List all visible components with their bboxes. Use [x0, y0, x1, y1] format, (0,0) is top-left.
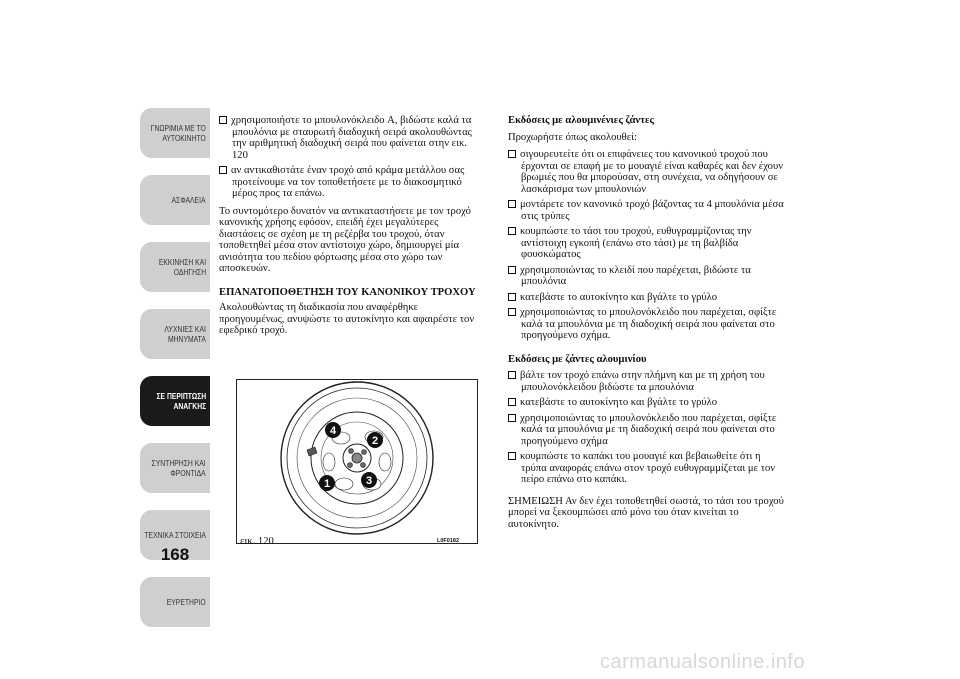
checkbox-bullet-icon	[508, 293, 516, 301]
tab-index[interactable]: ΕΥΡΕΤΗΡΙΟ	[140, 577, 210, 627]
checkbox-bullet-icon	[508, 200, 516, 208]
left-column	[219, 115, 481, 343]
paragraph: Το συντομότερο δυνατόν να αντικαταστήσετε με τον τροχό κανονικής χρήσης εφόσον, επειδή έχει μεγαλύτερες διαστάσεις σε σχέση με τη ρεζέρβα του τροχού, όταν τοποθετηθεί μέσα στον αντίστοιχο χώρο, δημιουργεί μία ανισότητα του πεδίου φόρτωσης μέσα στο χώρο των αποσκευών.	[219, 205, 471, 274]
list-item: βάλτε τον τροχό επάνω στην πλήμνη και με τη χρήση του μπουλονόκλειδου βιδώστε τα μπουλόνια	[508, 370, 784, 393]
tab-technical-data[interactable]: ΤΕΧΝΙΚΑ ΣΤΟΙΧΕΙΑ	[140, 510, 210, 560]
checkbox-bullet-icon	[508, 414, 516, 422]
watermark: carmanualsonline.info	[600, 651, 806, 673]
tab-starting-driving[interactable]: ΕΚΚΙΝΗΣΗ ΚΑΙ ΟΔΗΓΗΣΗ	[140, 242, 210, 292]
list-item: κατεβάστε το αυτοκίνητο και βγάλτε το γρύλο	[508, 292, 784, 304]
checkbox-bullet-icon	[508, 266, 516, 274]
figure-code: L0F0182	[437, 538, 460, 544]
marker-label: 3	[365, 475, 373, 487]
tab-getting-to-know[interactable]: ΓΝΩΡΙΜΙΑ ΜΕ ΤΟ ΑΥΤΟΚΙΝΗΤΟ	[140, 108, 210, 158]
list-item: χρησιμοποιώντας το μπουλονόκλειδο που παρέχεται, σφίξτε καλά τα μπουλόνια με τη διαδοχική σειρά που φαίνεται στο προηγούμενο σχήμα.	[508, 307, 784, 342]
marker-label: 4	[329, 425, 337, 437]
section-heading: Εκδόσεις με ζάντες αλουμινίου	[508, 353, 647, 365]
page-number: 168	[160, 545, 190, 564]
section-heading: Εκδόσεις με αλουμινένιες ζάντες	[508, 115, 654, 126]
wheel-illustration	[237, 380, 477, 543]
paragraph: Προχωρήστε όπως ακολουθεί:	[508, 131, 637, 143]
tab-safety[interactable]: ΑΣΦΑΛΕΙΑ	[140, 175, 210, 225]
checkbox-bullet-icon	[508, 150, 516, 158]
section-heading: ΕΠΑΝΑΤΟΠΟΘΕΤΗΣΗ ΤΟΥ ΚΑΝΟΝΙΚΟΥ ΤΡΟΧΟΥ	[219, 286, 476, 298]
note: ΣΗΜΕΙΩΣΗ Αν δεν έχει τοποθετηθεί σωστά, το τάσι του τροχού μπορεί να ξεκουμπώσει από μόνο του όταν κινείται το αυτοκίνητο.	[508, 495, 784, 530]
marker-label: 1	[323, 478, 331, 490]
right-column	[508, 115, 784, 536]
list-item: μοντάρετε τον κανονικό τροχό βάζοντας τα 4 μπουλόνια μέσα στις τρύπες	[508, 199, 784, 222]
paragraph: Ακολουθώντας τη διαδικασία που αναφέρθηκε προηγουμένως, ανυψώστε το αυτοκίνητο και αφαιρέστε τον εφεδρικό τροχό.	[219, 302, 475, 336]
checkbox-bullet-icon	[508, 452, 516, 460]
checkbox-bullet-icon	[508, 308, 516, 316]
list-item: χρησιμοποιήστε το μπουλονόκλειδο A, βιδώστε καλά τα μπουλόνια με σταυρωτή διαδοχική σειρά ακολουθώντας την αριθμητική διαδοχική σειρά που φαίνεται στην εικ. 120	[219, 115, 481, 161]
list-item: κουμπώστε το καπάκι του μουαγιέ και βεβαιωθείτε ότι η τρύπα αναφοράς επάνω στον τροχό ευθυγραμμίζεται με τον πείρο επάνω στο καπάκι.	[508, 451, 784, 486]
list-item: σιγουρευτείτε ότι οι επιφάνειες του κανονικού τροχού που έρχονται σε επαφή με το μουαγιέ είναι καθαρές και δεν έχουν βρωμιές που θα μπορούσαν, στη συνέχεια, να οδηγήσουν σε λασκάρισμα των μπουλονιών	[508, 149, 784, 195]
list-item: αν αντικαθιστάτε έναν τροχό από κράμα μετάλλου σας προτείνουμε να τον τοποθετήσετε με το διακοσμητικό μέρος προς τα επάνω.	[219, 165, 481, 200]
figure-caption: εικ. 120	[240, 536, 274, 547]
checkbox-bullet-icon	[508, 398, 516, 406]
tab-emergency[interactable]: ΣΕ ΠΕΡΙΠΤΩΣΗ ΑΝΑΓΚΗΣ	[140, 376, 210, 426]
checkbox-bullet-icon	[219, 166, 227, 174]
checkbox-bullet-icon	[219, 116, 227, 124]
tab-lights-messages[interactable]: ΛΥΧΝΙΕΣ ΚΑΙ ΜΗΝΥΜΑΤΑ	[140, 309, 210, 359]
marker-label: 2	[371, 435, 379, 447]
tab-maintenance[interactable]: ΣΥΝΤΗΡΗΣΗ ΚΑΙ ΦΡΟΝΤΙΔΑ	[140, 443, 210, 493]
list-item: κουμπώστε το τάσι του τροχού, ευθυγραμμίζοντας την αντίστοιχη εγκοπή (επάνω στο τάσι) με τη βαλβίδα φουσκώματος	[508, 226, 784, 261]
wheel-figure	[236, 379, 478, 544]
list-item: κατεβάστε το αυτοκίνητο και βγάλτε το γρύλο	[508, 397, 784, 409]
list-item: χρησιμοποιώντας το κλειδί που παρέχεται, βιδώστε τα μπουλόνια	[508, 265, 784, 288]
checkbox-bullet-icon	[508, 227, 516, 235]
checkbox-bullet-icon	[508, 371, 516, 379]
list-item: χρησιμοποιώντας το μπουλονόκλειδο που παρέχεται, σφίξτε καλά τα μπουλόνια με τη διαδοχική σειρά που φαίνεται στο προηγούμενο σχήμα	[508, 413, 784, 448]
